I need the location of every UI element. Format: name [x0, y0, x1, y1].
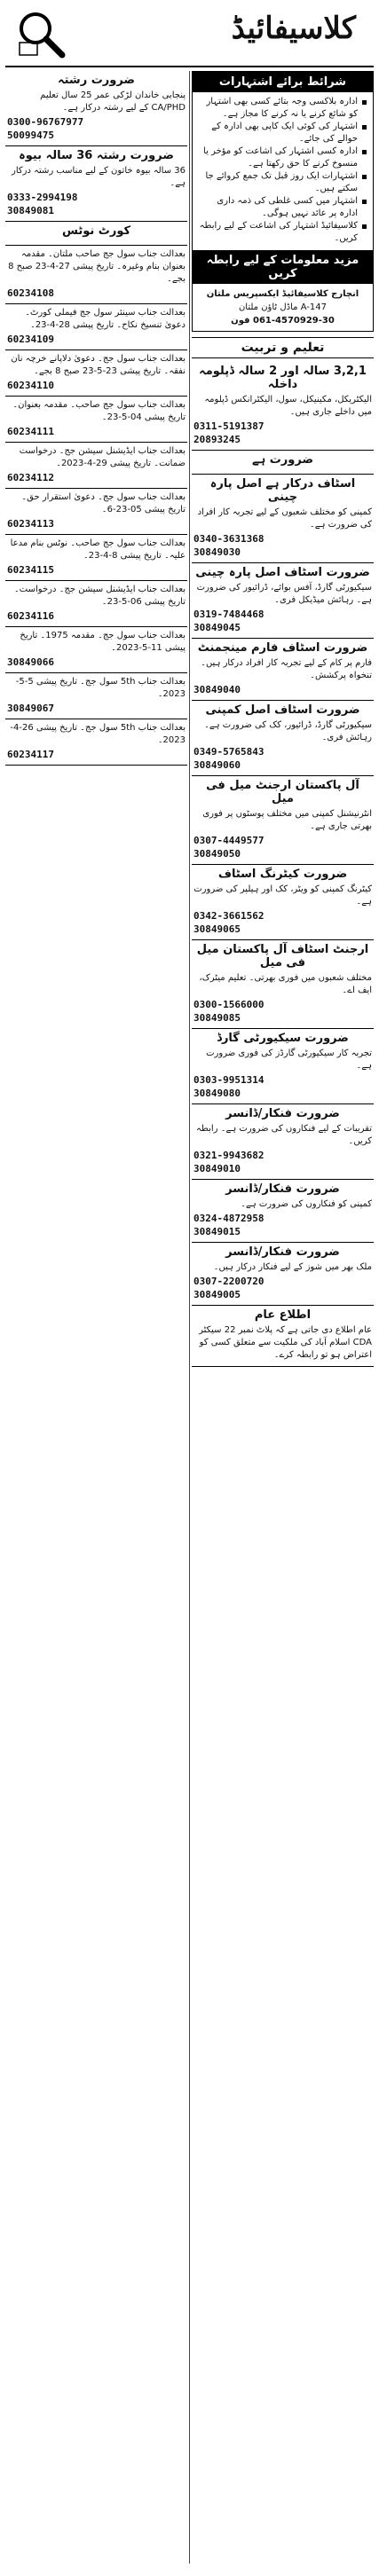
- ad-reference-number: 60234113: [7, 518, 54, 530]
- classified-ad: [5, 397, 187, 443]
- ad-reference-number: 30849066: [7, 656, 54, 668]
- ad-phone: 0307-2200720: [193, 1276, 265, 1287]
- rule-item: کلاسیفائیڈ اشتہار کی اشاعت کے لیے رابطہ کریں۔: [197, 220, 368, 245]
- classified-ad: [5, 627, 187, 673]
- ad-body: سیکیورٹی گارڈ، آفس بوائے، ڈرائیور کی ضرورت ہے۔ رہائش میڈیکل فری۔: [196, 583, 372, 605]
- ad-body: بعدالت جناب 5th سول جج۔ تاریخ پیشی 26-4-2023۔: [10, 723, 186, 745]
- ad-phone: 0311-5191387: [193, 420, 265, 432]
- ad-phone: 0340-3631368: [193, 533, 265, 545]
- classified-ad: [192, 563, 374, 639]
- ad-heading: ضرورت فنکار/ڈانسر: [225, 1182, 340, 1196]
- page-title: کلاسیفائیڈ: [231, 11, 356, 46]
- ad-phone: 0324-4872958: [193, 1213, 265, 1224]
- right-column: [192, 71, 374, 2567]
- ad-body: کمپنی کو فنکاروں کی ضرورت ہے۔: [241, 1199, 372, 1209]
- rules-box: [192, 71, 374, 332]
- classified-ad: [192, 362, 374, 451]
- classified-ad: [192, 639, 374, 701]
- ad-reference-number: 30849085: [193, 1012, 241, 1024]
- ad-reference-number: 60234117: [7, 749, 54, 760]
- classified-ad: [192, 451, 374, 475]
- classified-ad: [5, 535, 187, 581]
- ad-body: ملک بھر میں شوز کے لیے فنکار درکار ہیں۔: [213, 1262, 372, 1272]
- ad-reference-number: 30849040: [193, 684, 241, 695]
- ad-heading: ضرورت کیٹرنگ اسٹاف: [217, 868, 348, 881]
- rule-item: اشتہار کی کوئی ایک کاپی بھی ادارہ کے حوالے کی جائے۔: [197, 121, 368, 145]
- education-section-head: تعلیم و تربیت: [192, 337, 374, 358]
- ad-body: تجربہ کار سیکیورٹی گارڈز کی فوری ضرورت ہے۔: [206, 1048, 372, 1071]
- left-ads-list: [5, 71, 187, 766]
- classified-ad: [5, 719, 187, 766]
- classified-ad: [5, 581, 187, 627]
- ad-body: بعدالت جناب سینئر سول جج فیملی کورٹ۔ دعویٰ تنسیخ نکاح۔ تاریخ پیشی 28-4-23۔: [25, 308, 186, 330]
- ad-reference-number: 60234112: [7, 472, 54, 483]
- ad-phone: 0349-5765843: [193, 746, 265, 758]
- rule-item: ادارہ بلاکسی وجہ بتائے کسی بھی اشتہار کو شائع کرنے یا نہ کرنے کا مجاز ہے۔: [197, 96, 368, 121]
- ad-heading: ضرورت رشتہ 36 سالہ بیوہ: [19, 149, 174, 162]
- ad-reference-number: 30849060: [193, 759, 241, 771]
- ad-phone: 0321-9943682: [193, 1150, 265, 1161]
- ad-phone: 0342-3661562: [193, 910, 265, 922]
- ad-body: بعدالت جناب سول جج۔ دعویٰ استقرار حق۔ تاریخ پیشی 05-23-6۔: [21, 492, 186, 514]
- ad-reference-number: 30849081: [7, 205, 54, 216]
- ad-reference-number: 60234115: [7, 564, 54, 576]
- ad-reference-number: 60234108: [7, 287, 54, 299]
- ad-heading: اسٹاف درکار ہے اصل پارہ چینی: [209, 477, 356, 504]
- classified-ad: [5, 246, 187, 304]
- ad-body: 36 سالہ بیوہ خاتون کے لیے مناسب رشتہ درکار ہے۔: [11, 166, 186, 188]
- ad-heading: ضرورت اسٹاف فارم مینجمنٹ: [197, 641, 368, 655]
- ad-body: بعدالت جناب 5th سول جج۔ تاریخ پیشی 5-5-2023۔: [15, 677, 186, 699]
- ad-heading: آل پاکستان ارجنٹ میل فی میل: [206, 779, 359, 805]
- classified-ad: [192, 1306, 374, 1367]
- ad-heading: اطلاع عام: [254, 1308, 312, 1322]
- ad-body: بعدالت جناب سول جج۔ مقدمہ 1975۔ تاریخ پیشی 11-5-2023۔: [20, 631, 186, 653]
- ad-body: بعدالت جناب سول جج صاحب ملتان۔ مقدمہ بعنوان بنام وغیرہ۔ تاریخ پیشی 27-4-23 صبح 8 بجے۔: [8, 249, 186, 284]
- ad-body: بعدالت جناب ایڈیشنل سیشن جج۔ درخواست۔ تاریخ پیشی 06-5-23۔: [13, 585, 186, 607]
- ad-heading: ضرورت اسٹاف اصل پارہ چینی: [195, 566, 370, 579]
- ad-body: تقریبات کے لیے فنکاروں کی ضرورت ہے۔ رابطہ کریں۔: [196, 1124, 372, 1146]
- classified-ad: [5, 304, 187, 350]
- rules-title: شرائط برائے اشتہارات: [193, 72, 373, 92]
- ad-body: بعدالت جناب سول جج صاحب۔ مقدمہ بعنوان۔ تاریخ پیشی 04-5-23۔: [12, 400, 186, 422]
- ad-body: بعدالت جناب ایڈیشنل سیشن جج۔ درخواست ضمانت۔ تاریخ پیشی 29-4-2023۔: [19, 446, 186, 468]
- ad-heading: ضرورت سیکیورٹی گارڈ: [217, 1032, 349, 1045]
- ad-reference-number: 60234111: [7, 426, 54, 437]
- ad-body: فارم پر کام کے لیے تجربہ کار افراد درکار ہیں۔ تنخواہ پرکشش۔: [201, 658, 372, 680]
- ad-heading: ضرورت فنکار/ڈانسر: [225, 1245, 340, 1259]
- ad-phone: 0333-2994198: [7, 192, 78, 203]
- classified-ad: [192, 701, 374, 776]
- ad-reference-number: 30849045: [193, 622, 241, 633]
- ad-phone: 0300-1566000: [193, 999, 265, 1010]
- ad-heading: ضرورت رشتہ: [58, 74, 135, 87]
- ad-reference-number: 30849005: [193, 1289, 241, 1300]
- ad-phone: 0303-9951314: [193, 1074, 265, 1086]
- rule-item: ادارہ کسی اشتہار کی اشاعت کو مؤخر یا منسوخ کرنے کا حق رکھتا ہے۔: [197, 145, 368, 170]
- rules-list: [197, 96, 368, 245]
- classified-ad: [5, 443, 187, 489]
- classified-ad: [192, 776, 374, 865]
- contact-address: A-147 ماڈل ٹاؤن ملتان: [238, 302, 328, 312]
- ad-reference-number: 30849010: [193, 1163, 241, 1174]
- ad-reference-number: 30849065: [193, 923, 241, 935]
- classified-ad: [192, 940, 374, 1029]
- ad-body: پنجابی خاندان لڑکی عمر 25 سال تعلیم CA/PHD کے لیے رشتہ درکار ہے۔: [40, 90, 186, 113]
- magnifier-icon: [14, 9, 67, 59]
- ad-reference-number: 60234116: [7, 610, 54, 622]
- ad-body: الیکٹریکل، مکینیکل، سول، الیکٹرانکس ڈپلومہ میں داخلے جاری ہیں۔: [204, 395, 372, 417]
- ad-reference-number: 30849050: [193, 848, 241, 860]
- ad-heading: ارجنٹ اسٹاف آل پاکستان میل فی میل: [196, 943, 369, 970]
- ad-reference-number: 30849015: [193, 1226, 241, 1237]
- rule-item: اشتہار میں کسی غلطی کی ذمہ داری ادارہ پر عائد نہیں ہوگی۔: [197, 195, 368, 220]
- ad-body: سیکیورٹی گارڈ، ڈرائیور، کک کی ضرورت ہے۔ رہائش فری۔: [204, 720, 372, 742]
- classified-header: [5, 4, 374, 67]
- ad-body: مختلف شعبوں میں فوری بھرتی۔ تعلیم میٹرک، ایف اے۔: [199, 973, 372, 995]
- ad-reference-number: 30849080: [193, 1088, 241, 1099]
- ad-body: بعدالت جناب سول جج۔ دعویٰ دلاپانے خرچہ نان نفقہ۔ تاریخ پیشی 23-5-23 صبح 8 بجے۔: [11, 354, 186, 376]
- ad-reference-number: 30849030: [193, 546, 241, 558]
- ad-heading: ضرورت فنکار/ڈانسر: [225, 1107, 340, 1120]
- classified-ad: [192, 475, 374, 563]
- ad-heading: کورٹ نوٹس: [61, 224, 131, 238]
- contact-phone: 061-4570929-30 فون: [231, 316, 335, 326]
- ad-reference-number: 60234110: [7, 380, 54, 391]
- classified-ad: [5, 146, 187, 222]
- contact-head: مزید معلومات کے لیے رابطہ کریں: [193, 250, 373, 284]
- ad-phone: 0307-4449577: [193, 835, 265, 846]
- classified-ad: [192, 1104, 374, 1180]
- ad-body: بعدالت جناب سول جج صاحب۔ نوٹس بنام مدعا علیہ۔ تاریخ پیشی 8-4-23۔: [10, 538, 186, 561]
- classified-ad: [5, 350, 187, 397]
- classified-ad: [192, 1029, 374, 1104]
- ad-phone: 0319-7484468: [193, 609, 265, 620]
- classified-ad: [5, 673, 187, 719]
- classified-ad: [192, 865, 374, 940]
- column-divider: [189, 71, 190, 2564]
- classified-ad: [5, 489, 187, 535]
- ad-reference-number: 20893245: [193, 434, 241, 445]
- ad-reference-number: 50099475: [7, 130, 54, 141]
- classified-ad: [192, 1243, 374, 1306]
- classified-ad: [192, 1180, 374, 1243]
- ad-reference-number: 30849067: [7, 703, 54, 714]
- ad-phone: 0300-96767977: [7, 116, 84, 128]
- ad-body: عام اطلاع دی جاتی ہے کہ پلاٹ نمبر 22 سیکٹر CDA اسلام آباد کی ملکیت سے متعلق کسی کو اعتراض ہو تو رابطہ کرے۔: [199, 1325, 372, 1360]
- ad-body: کمپنی کو مختلف شعبوں کے لیے تجربہ کار افراد کی ضرورت ہے۔: [197, 507, 372, 530]
- classified-ad: [5, 71, 187, 146]
- classified-ad: [5, 222, 187, 246]
- ad-heading: ضرورت ہے: [251, 453, 314, 467]
- ad-heading: 3,2,1 سالہ اور 2 سالہ ڈپلومہ داخلہ: [199, 365, 367, 391]
- contact-name: انچارج کلاسیفائیڈ ایکسپریس ملتان: [206, 289, 359, 299]
- ad-heading: ضرورت اسٹاف اصل کمپنی: [205, 703, 360, 717]
- right-ads-list: [192, 362, 374, 1367]
- ad-reference-number: 60234109: [7, 334, 54, 345]
- ad-body: کیٹرنگ کمپنی کو ویٹر، کک اور ہیلپر کی ضرورت ہے۔: [193, 884, 372, 907]
- left-column: [5, 71, 187, 2567]
- ad-body: انٹرنیشنل کمپنی میں مختلف پوسٹوں پر فوری بھرتی جاری ہے۔: [202, 809, 372, 831]
- rule-item: اشتہارات ایک روز قبل تک جمع کروائے جا سکتے ہیں۔: [197, 170, 368, 195]
